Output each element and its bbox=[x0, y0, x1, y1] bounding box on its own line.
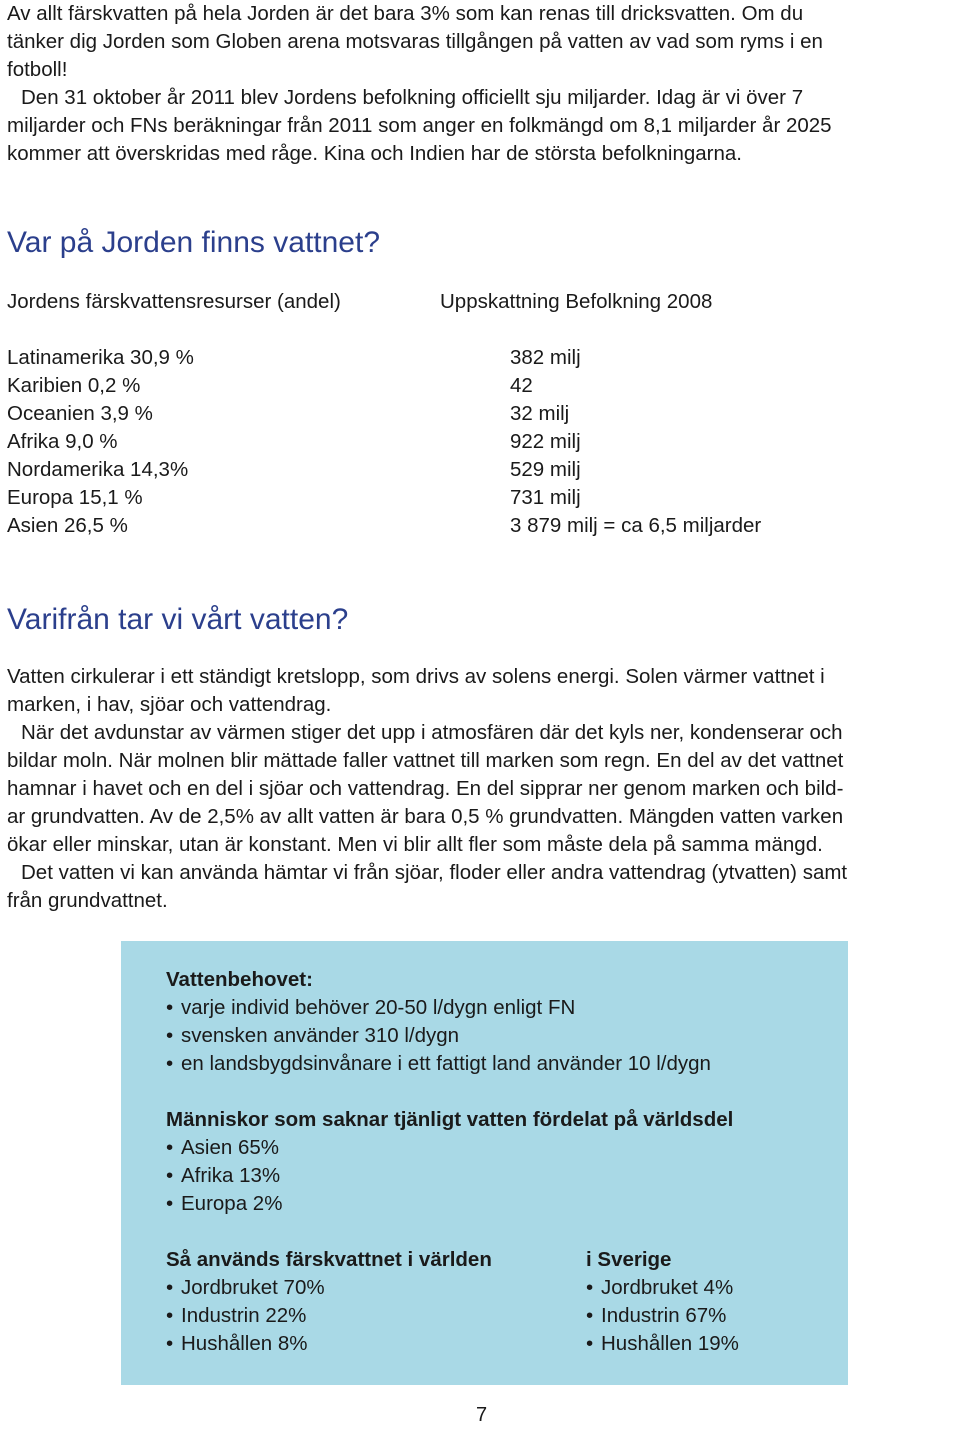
table-cell-region: Karibien 0,2 % bbox=[7, 374, 141, 397]
table-cell-population: 922 milj bbox=[510, 430, 581, 453]
body-line: från grundvattnet. bbox=[7, 889, 168, 912]
intro-line: fotboll! bbox=[7, 58, 68, 81]
table-cell-population: 3 879 milj = ca 6,5 miljarder bbox=[510, 514, 762, 537]
facts-box-content bbox=[166, 966, 836, 1358]
bullet: • bbox=[166, 1164, 174, 1187]
resources-table bbox=[7, 344, 957, 540]
body-line: hamnar i havet och en del i sjöar och vattendrag. En del sipprar ner genom marken och bild- bbox=[7, 777, 844, 800]
list-item: • Hushållen 8% bbox=[166, 1330, 492, 1358]
body-line: ökar eller minskar, utan är konstant. Men vi blir allt fler som måste dela på samma mängd. bbox=[7, 833, 823, 856]
list-item: • en landsbygdsinvånare i ett fattigt land använder 10 l/dygn bbox=[166, 1050, 836, 1078]
intro-text bbox=[7, 0, 957, 168]
body-line: marken, i hav, sjöar och vattendrag. bbox=[7, 693, 332, 716]
need-title: Vattenbehovet: bbox=[166, 968, 313, 991]
col-header-resources: Jordens färskvattensresurser (andel) bbox=[7, 290, 341, 313]
col-header-population: Uppskattning Befolkning 2008 bbox=[440, 290, 713, 313]
table-cell-population: 529 milj bbox=[510, 458, 581, 481]
list-item: • Industrin 67% bbox=[586, 1302, 739, 1330]
body-line: bildar moln. När molnen blir mättade faller vattnet till marken som regn. En del av det vattnet bbox=[7, 749, 844, 772]
table-cell-population: 32 milj bbox=[510, 402, 570, 425]
heading-where-is-water: Var på Jorden finns vattnet? bbox=[7, 226, 381, 259]
table-cell-population: 382 milj bbox=[510, 346, 581, 369]
table-cell-region: Oceanien 3,9 % bbox=[7, 402, 153, 425]
table-header bbox=[7, 288, 957, 316]
table-cell-population: 731 milj bbox=[510, 486, 581, 509]
table-cell-region: Nordamerika 14,3% bbox=[7, 458, 189, 481]
table-row bbox=[7, 344, 957, 372]
body-line: När det avdunstar av värmen stiger det upp i atmosfären där det kyls ner, kondenserar och bbox=[21, 721, 843, 744]
list-item: • svensken använder 310 l/dygn bbox=[166, 1022, 836, 1050]
bullet: • bbox=[586, 1304, 594, 1327]
heading-where-from: Varifrån tar vi vårt vatten? bbox=[7, 603, 349, 636]
list-item: • Jordbruket 70% bbox=[166, 1274, 492, 1302]
table-cell-region: Asien 26,5 % bbox=[7, 514, 128, 537]
lack-title: Människor som saknar tjänligt vatten fördelat på världsdel bbox=[166, 1108, 734, 1131]
list-item: • varje individ behöver 20-50 l/dygn enligt FN bbox=[166, 994, 836, 1022]
table-row bbox=[7, 400, 957, 428]
table-cell-population: 42 bbox=[510, 374, 533, 397]
intro-line: tänker dig Jorden som Globen arena motsvaras tillgången på vatten av vad som ryms i en bbox=[7, 30, 823, 53]
table-row bbox=[7, 512, 957, 540]
bullet: • bbox=[166, 1276, 174, 1299]
table-row bbox=[7, 456, 957, 484]
list-item: • Jordbruket 4% bbox=[586, 1274, 739, 1302]
facts-box bbox=[121, 941, 848, 1385]
bullet: • bbox=[586, 1276, 594, 1299]
list-item: • Asien 65% bbox=[166, 1134, 836, 1162]
intro-line: Av allt färskvatten på hela Jorden är det bara 3% som kan renas till dricksvatten. Om du bbox=[7, 2, 804, 25]
list-item: • Europa 2% bbox=[166, 1190, 836, 1218]
intro-line: miljarder och FNs beräkningar från 2011 som anger en folkmängd om 8,1 miljarder år 2025 bbox=[7, 114, 832, 137]
page-number: 7 bbox=[476, 1404, 488, 1426]
body-line: Det vatten vi kan använda hämtar vi från sjöar, floder eller andra vattendrag (ytvatten) samt bbox=[21, 861, 848, 884]
table-cell-region: Europa 15,1 % bbox=[7, 486, 143, 509]
bullet: • bbox=[166, 1192, 174, 1215]
world-title: Så används färskvattnet i världen bbox=[166, 1248, 492, 1271]
list-item: • Hushållen 19% bbox=[586, 1330, 739, 1358]
list-item: • Afrika 13% bbox=[166, 1162, 836, 1190]
usage-columns bbox=[166, 1246, 836, 1358]
table-cell-region: Latinamerika 30,9 % bbox=[7, 346, 194, 369]
water-cycle-text bbox=[7, 663, 960, 915]
bullet: • bbox=[166, 1136, 174, 1159]
bullet: • bbox=[166, 1052, 174, 1075]
list-item: • Industrin 22% bbox=[166, 1302, 492, 1330]
intro-line: kommer att överskridas med råge. Kina och Indien har de största befolkningarna. bbox=[7, 142, 742, 165]
table-row bbox=[7, 372, 957, 400]
bullet: • bbox=[166, 1024, 174, 1047]
body-line: Vatten cirkulerar i ett ständigt kretslopp, som drivs av solens energi. Solen värmer vattnet i bbox=[7, 665, 825, 688]
table-row bbox=[7, 484, 957, 512]
bullet: • bbox=[166, 996, 174, 1019]
world-usage bbox=[166, 1246, 492, 1358]
bullet: • bbox=[166, 1304, 174, 1327]
sweden-title: i Sverige bbox=[586, 1248, 672, 1271]
intro-line: Den 31 oktober år 2011 blev Jordens befolkning officiellt sju miljarder. Idag är vi över 7 bbox=[21, 86, 804, 109]
bullet: • bbox=[586, 1332, 594, 1355]
sweden-usage bbox=[586, 1246, 739, 1358]
body-line: ar grundvatten. Av de 2,5% av allt vatten är bara 0,5 % grundvatten. Mängden vatten varken bbox=[7, 805, 844, 828]
table-row bbox=[7, 428, 957, 456]
table-cell-region: Afrika 9,0 % bbox=[7, 430, 118, 453]
bullet: • bbox=[166, 1332, 174, 1355]
